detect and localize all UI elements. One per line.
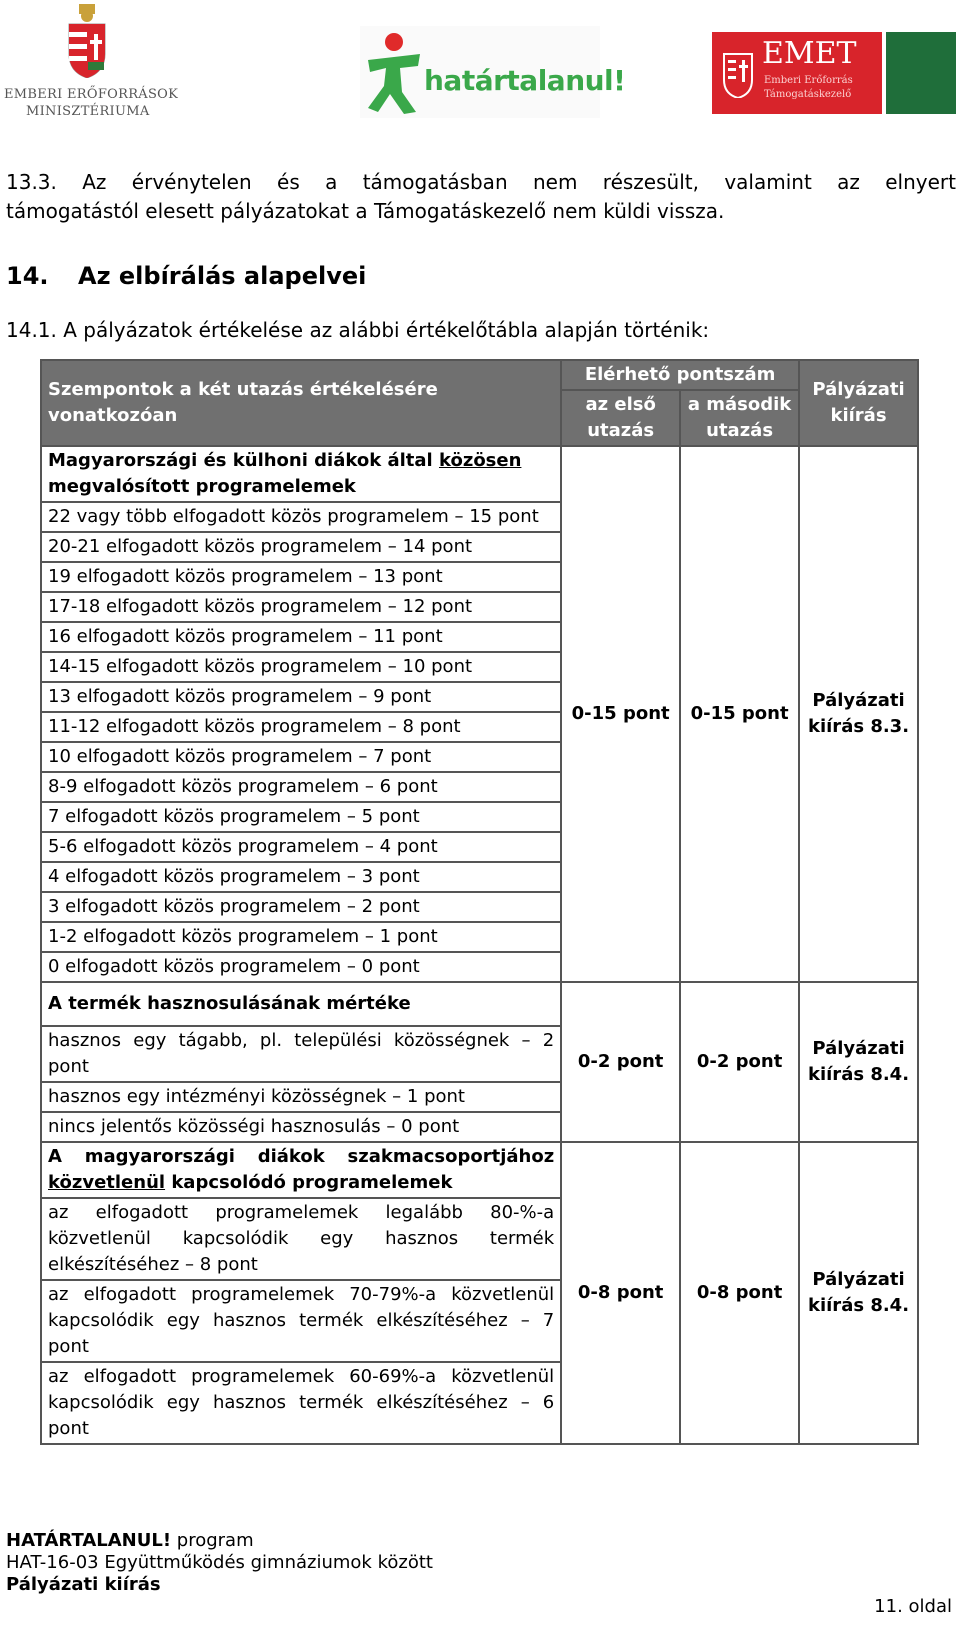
table-row: az elfogadott programelemek 70-79%-a közvetlenül kapcsolódik egy hasznos termék elkészítéséhez – 7 pont bbox=[41, 1280, 561, 1362]
emet-sub2: Támogatáskezelő bbox=[764, 89, 852, 100]
section2-title: A termék hasznosulásának mértéke bbox=[41, 982, 561, 1026]
section1-title-b: megvalósított programelemek bbox=[48, 476, 356, 497]
emmi-line1: EMBERI ERŐFORRÁSOK bbox=[4, 87, 179, 102]
table-row: hasznos egy tágabb, pl. települési közösségnek – 2 pont bbox=[41, 1026, 561, 1082]
emmi-logo bbox=[4, 4, 179, 120]
logo-bar bbox=[0, 0, 960, 130]
hungarian-crest-icon bbox=[66, 4, 108, 78]
section3-title-a: A magyarországi diákok szakmacsoportjához bbox=[48, 1146, 555, 1167]
table-row: 22 vagy több elfogadott közös programelem – 15 pont bbox=[41, 502, 561, 532]
emet-name: EMET bbox=[762, 36, 857, 71]
section2-first-points: 0-2 pont bbox=[561, 982, 680, 1142]
header-call: Pályázati kiírás bbox=[799, 360, 918, 446]
table-row: 10 elfogadott közös programelem – 7 pont bbox=[41, 742, 561, 772]
table-row: 17-18 elfogadott közös programelem – 12 pont bbox=[41, 592, 561, 622]
section1-title-underlined: közösen bbox=[438, 450, 522, 471]
footer-program-rest: program bbox=[171, 1530, 254, 1551]
section1-first-points: 0-15 pont bbox=[561, 446, 680, 982]
emet-logo bbox=[712, 32, 956, 114]
table-row: 7 elfogadott közös programelem – 5 pont bbox=[41, 802, 561, 832]
hatartalanul-wordmark: határtalanul! bbox=[424, 64, 626, 97]
table-row: 3 elfogadott közös programelem – 2 pont bbox=[41, 892, 561, 922]
table-row: 8-9 elfogadott közös programelem – 6 pont bbox=[41, 772, 561, 802]
table-row: 5-6 elfogadott közös programelem – 4 pont bbox=[41, 832, 561, 862]
header-points-group: Elérhető pontszám bbox=[561, 360, 799, 390]
section1-title-a: Magyarországi és külhoni diákok által bbox=[48, 450, 439, 471]
header-first-trip: az első utazás bbox=[561, 390, 680, 446]
page-footer bbox=[6, 1530, 433, 1596]
section3-title bbox=[41, 1142, 561, 1198]
footer-code: HAT-16-03 Együttműködés gimnáziumok között bbox=[6, 1552, 433, 1573]
hatartalanul-logo bbox=[360, 26, 626, 118]
section3-second-points: 0-8 pont bbox=[680, 1142, 799, 1444]
emmi-line2: MINISZTÉRIUMA bbox=[26, 104, 150, 119]
footer-doc: Pályázati kiírás bbox=[6, 1574, 161, 1595]
table-row: 0 elfogadott közös programelem – 0 pont bbox=[41, 952, 561, 982]
table-row: nincs jelentős közösségi hasznosulás – 0 pont bbox=[41, 1112, 561, 1142]
para-14-1: 14.1. A pályázatok értékelése az alábbi értékelőtábla alapján történik: bbox=[6, 318, 710, 342]
emet-crest-icon bbox=[722, 50, 754, 98]
footer-program-bold: HATÁRTALANUL! bbox=[6, 1530, 172, 1551]
section2-call-ref: Pályázati kiírás 8.4. bbox=[799, 982, 918, 1142]
page-number: 11. oldal bbox=[874, 1596, 952, 1617]
section1-call-ref: Pályázati kiírás 8.3. bbox=[799, 446, 918, 982]
section2-second-points: 0-2 pont bbox=[680, 982, 799, 1142]
heading-title: Az elbírálás alapelvei bbox=[78, 262, 367, 290]
table-row: 20-21 elfogadott közös programelem – 14 pont bbox=[41, 532, 561, 562]
emet-sub1: Emberi Erőforrás bbox=[764, 75, 853, 86]
evaluation-table bbox=[40, 359, 919, 1445]
header-criteria: Szempontok a két utazás értékelésére vonatkozóan bbox=[41, 360, 561, 446]
section-heading bbox=[6, 262, 366, 290]
para-13-3-line2: támogatástól elesett pályázatokat a Támogatáskezelő nem küldi vissza. bbox=[6, 199, 725, 223]
table-row: az elfogadott programelemek legalább 80-%-a közvetlenül kapcsolódik egy hasznos termék elkészítéséhez – 8 pont bbox=[41, 1198, 561, 1280]
para-13-3-line1: 13.3. Az érvénytelen és a támogatásban nem részesült, valamint az elnyert bbox=[6, 170, 956, 194]
section3-first-points: 0-8 pont bbox=[561, 1142, 680, 1444]
table-row: hasznos egy intézményi közösségnek – 1 pont bbox=[41, 1082, 561, 1112]
running-figure-icon bbox=[364, 32, 428, 116]
table-row: 14-15 elfogadott közös programelem – 10 pont bbox=[41, 652, 561, 682]
heading-number: 14. bbox=[6, 262, 49, 290]
emet-subtitle bbox=[764, 74, 853, 102]
emmi-text bbox=[4, 86, 179, 120]
table-row: 19 elfogadott közös programelem – 13 pont bbox=[41, 562, 561, 592]
section1-second-points: 0-15 pont bbox=[680, 446, 799, 982]
section3-title-b: kapcsolódó programelemek bbox=[165, 1172, 453, 1193]
header-second-trip: a második utazás bbox=[680, 390, 799, 446]
table-row: 16 elfogadott közös programelem – 11 pont bbox=[41, 622, 561, 652]
footer-program bbox=[6, 1530, 433, 1552]
table-row: 4 elfogadott közös programelem – 3 pont bbox=[41, 862, 561, 892]
table-row: 11-12 elfogadott közös programelem – 8 pont bbox=[41, 712, 561, 742]
section1-title bbox=[41, 446, 561, 502]
section3-call-ref: Pályázati kiírás 8.4. bbox=[799, 1142, 918, 1444]
table-row: 1-2 elfogadott közös programelem – 1 pont bbox=[41, 922, 561, 952]
table-row: 13 elfogadott közös programelem – 9 pont bbox=[41, 682, 561, 712]
table-row: az elfogadott programelemek 60-69%-a közvetlenül kapcsolódik egy hasznos termék elkészítéséhez – 6 pont bbox=[41, 1362, 561, 1444]
section3-title-underlined: közvetlenül bbox=[48, 1172, 166, 1193]
emet-green-block bbox=[886, 32, 956, 114]
